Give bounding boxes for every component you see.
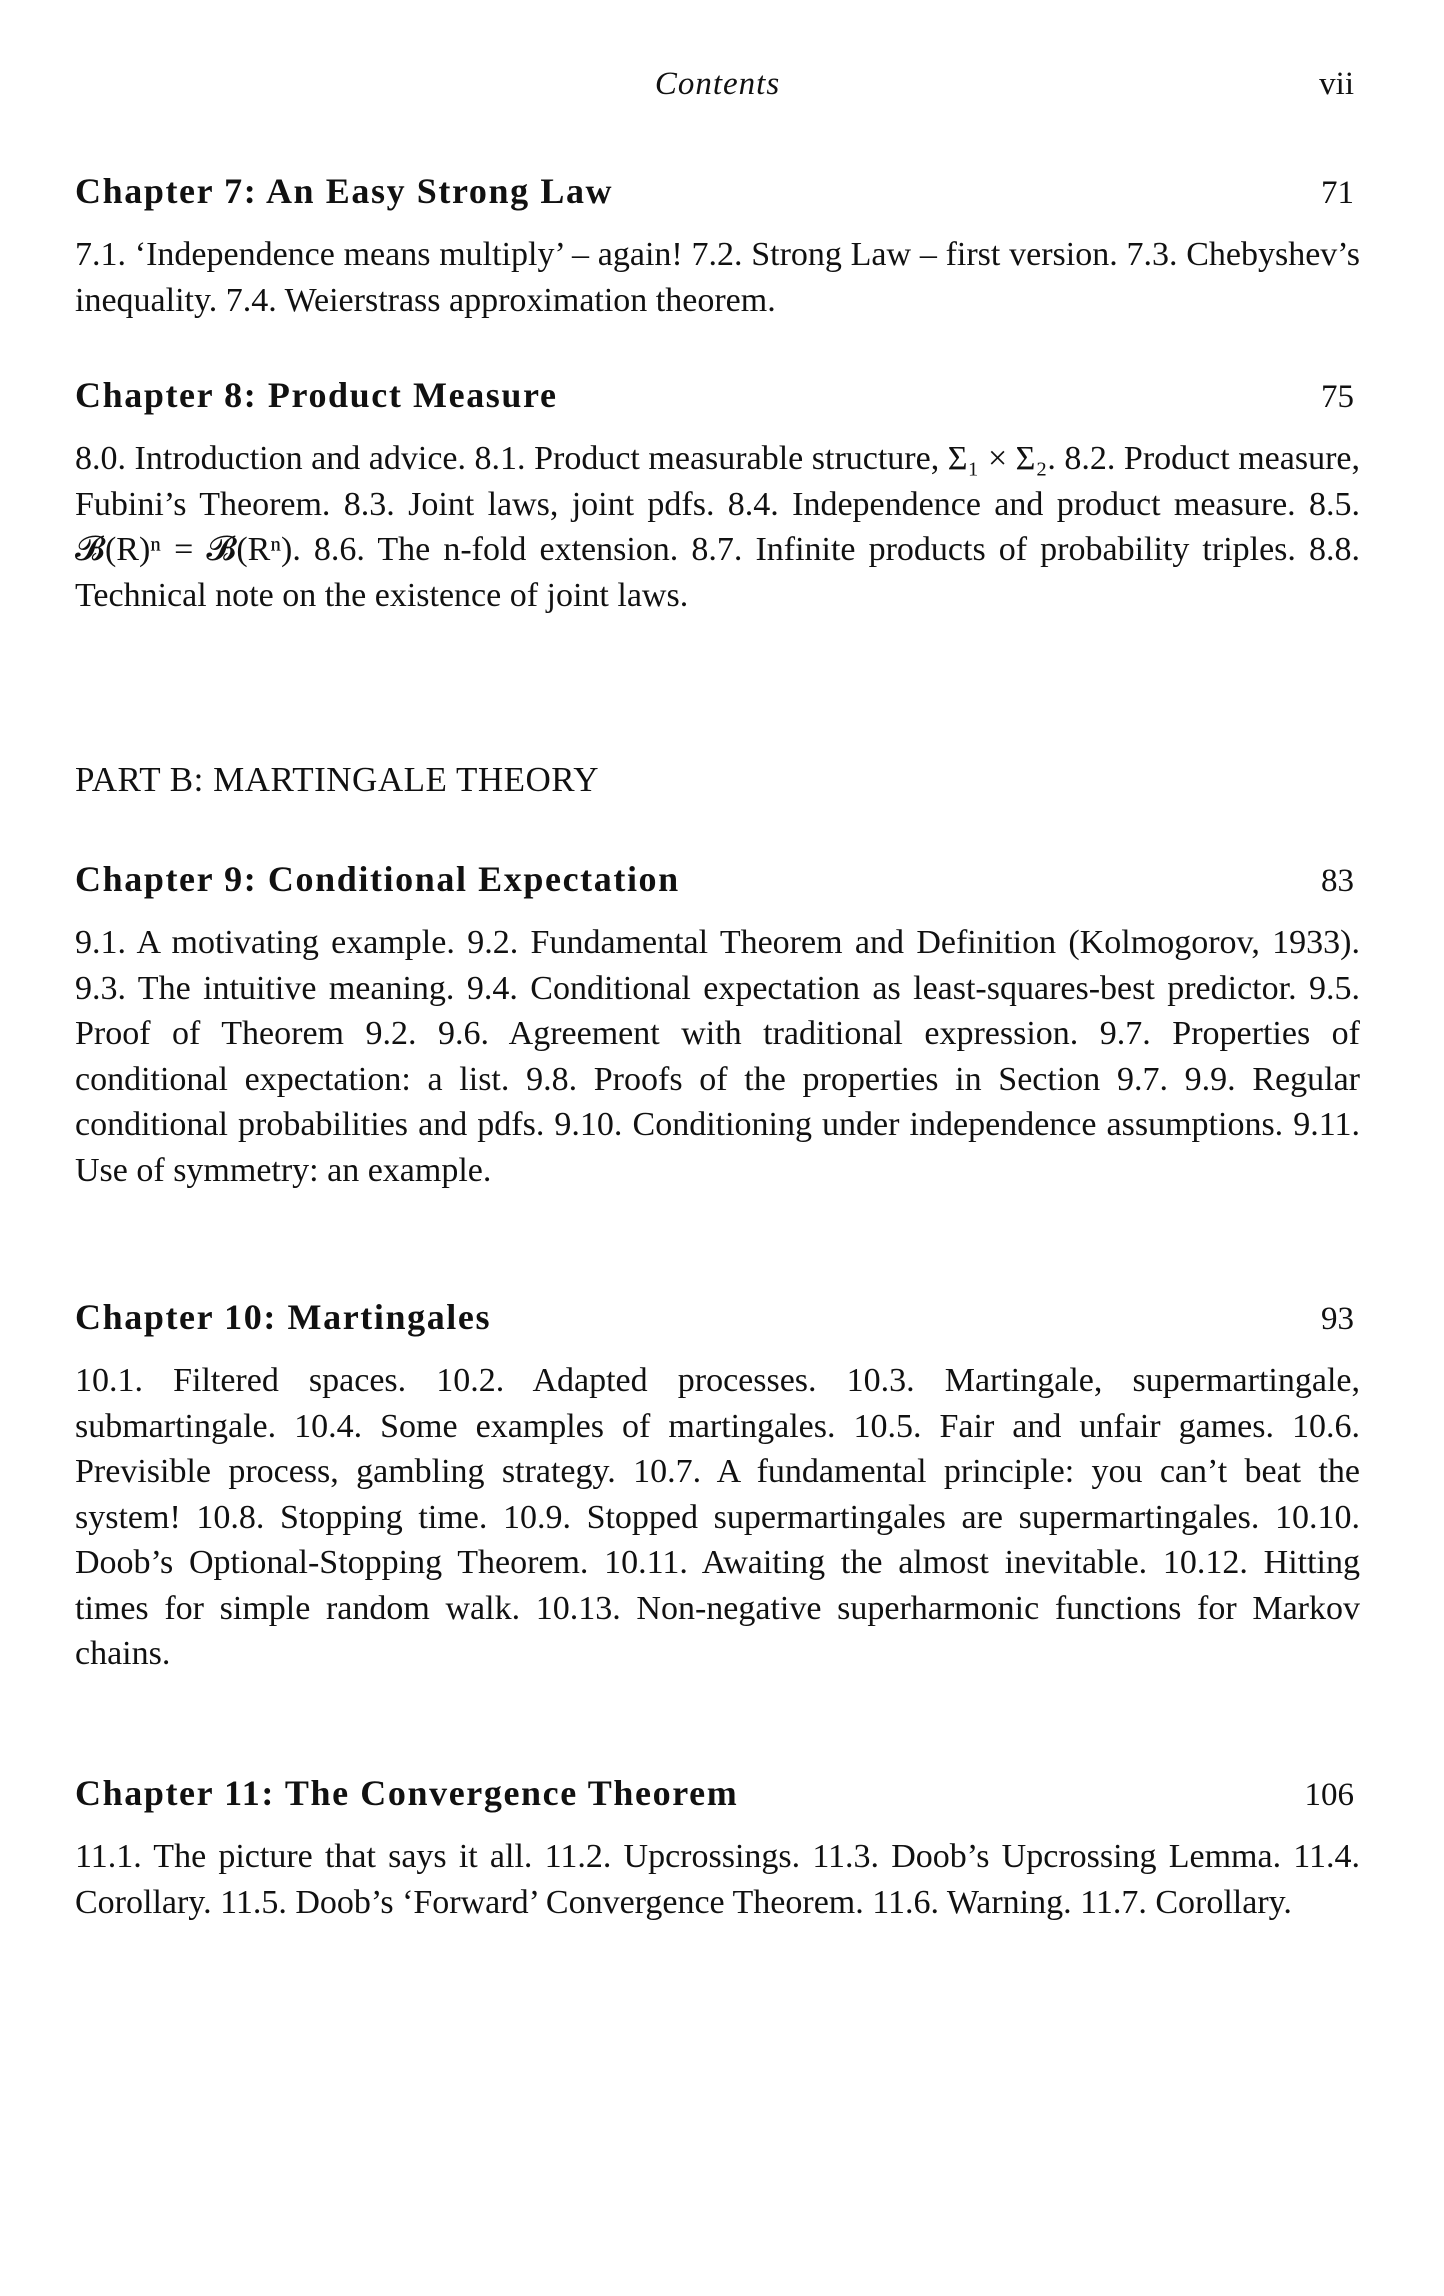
chapter-heading	[75, 372, 1360, 420]
chapter-title: Chapter 11: The Convergence Theorem	[75, 1773, 739, 1813]
section-list: 8.0. Introduction and advice. 8.1. Product measurable structure, Σ₁ × Σ₂. 8.2. Product measure, Fubini’s Theorem. 8.3. Joint laws, joint pdfs. 8.4. Independence and product measure. 8.5. 𝓑(R)ⁿ = 𝓑(Rⁿ). 8.6. The n-fold extension. 8.7. Infinite products of probability triples. 8.8. Technical note on the existence of joint laws.	[75, 440, 1360, 614]
chapter-page-number: 83	[1321, 863, 1354, 899]
chapter-heading	[75, 1770, 1360, 1818]
chapter-title: Chapter 9: Conditional Expectation	[75, 859, 680, 899]
section-list: 9.1. A motivating example. 9.2. Fundamental Theorem and Definition (Kolmogorov, 1933). 9.3. The intuitive meaning. 9.4. Conditional expectation as least-squares-best predictor. 9.5. Proof of Theorem 9.2. 9.6. Agreement with traditional expression. 9.7. Properties of conditional expectation: a list. 9.8. Proofs of the properties in Section 9.7. 9.9. Regular conditional probabilities and pdfs. 9.10. Conditioning under independence assumptions. 9.11. Use of symmetry: an example.	[75, 924, 1360, 1189]
running-title: Contents	[654, 66, 781, 102]
chapter-heading	[75, 856, 1360, 904]
chapter-11-entry	[75, 1770, 1360, 1925]
chapter-7-entry	[75, 168, 1360, 323]
page-number: vii	[1319, 66, 1354, 102]
running-header	[75, 66, 1360, 114]
chapter-title: Chapter 8: Product Measure	[75, 375, 558, 415]
chapter-page-number: 93	[1321, 1301, 1354, 1337]
section-list: 11.1. The picture that says it all. 11.2. Upcrossings. 11.3. Doob’s Upcrossing Lemma. 11.4. Corollary. 11.5. Doob’s ‘Forward’ Convergence Theorem. 11.6. Warning. 11.7. Corollary.	[75, 1838, 1360, 1921]
chapter-10-entry	[75, 1294, 1360, 1677]
chapter-heading	[75, 168, 1360, 216]
part-heading: PART B: MARTINGALE THEORY	[75, 760, 599, 799]
chapter-8-entry	[75, 372, 1360, 618]
chapter-9-entry	[75, 856, 1360, 1193]
section-list: 10.1. Filtered spaces. 10.2. Adapted processes. 10.3. Martingale, supermartingale, submartingale. 10.4. Some examples of martingales. 10.5. Fair and unfair games. 10.6. Previsible process, gambling strategy. 10.7. A fundamental principle: you can’t beat the system! 10.8. Stopping time. 10.9. Stopped supermartingales are supermartingales. 10.10. Doob’s Optional-Stopping Theorem. 10.11. Awaiting the almost inevitable. 10.12. Hitting times for simple random walk. 10.13. Non-negative superharmonic functions for Markov chains.	[75, 1362, 1360, 1672]
chapter-title: Chapter 10: Martingales	[75, 1297, 492, 1337]
section-list: 7.1. ‘Independence means multiply’ – again! 7.2. Strong Law – first version. 7.3. Chebyshev’s inequality. 7.4. Weierstrass approximation theorem.	[75, 236, 1360, 319]
chapter-page-number: 71	[1321, 175, 1354, 211]
chapter-heading	[75, 1294, 1360, 1342]
chapter-page-number: 75	[1321, 379, 1354, 415]
chapter-title: Chapter 7: An Easy Strong Law	[75, 171, 614, 211]
chapter-page-number: 106	[1304, 1777, 1354, 1813]
book-page	[75, 0, 1360, 2296]
